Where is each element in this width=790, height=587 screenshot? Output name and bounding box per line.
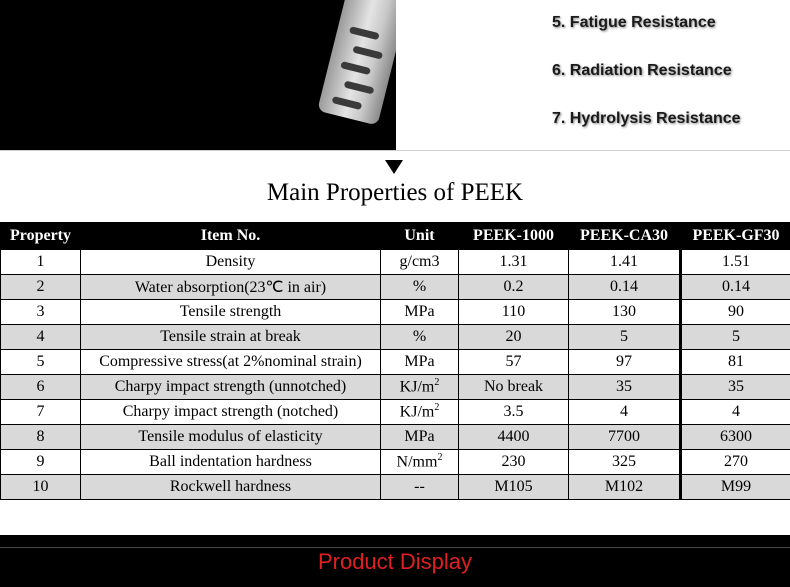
feature-item: 5. Fatigue Resistance [552,14,716,31]
table-row [1,250,790,275]
column-header: Property [1,223,81,250]
table-cell: % [381,275,459,300]
table-cell: 97 [569,350,681,375]
table-cell: 2 [1,275,81,300]
table-row [1,275,790,300]
table-cell: 81 [681,350,790,375]
table-cell: 1 [1,250,81,275]
product-photo [0,0,396,150]
section-title: Main Properties of PEEK [266,179,524,206]
table-cell: 0.14 [681,275,790,300]
table-cell: 57 [459,350,569,375]
table-cell: M105 [459,475,569,500]
table-row [1,375,790,400]
column-header: PEEK-CA30 [569,223,681,250]
table-cell: 0.2 [459,275,569,300]
table-cell: 6300 [681,425,790,450]
table-cell: Tensile strength [81,300,381,325]
table-cell: 3 [1,300,81,325]
feature-item: 7. Hydrolysis Resistance [552,110,741,127]
table-row [1,475,790,500]
table-cell: 110 [459,300,569,325]
table-cell: 4 [1,325,81,350]
table-row [1,400,790,425]
table-cell: 270 [681,450,790,475]
table-cell: 1.41 [569,250,681,275]
table-cell: 325 [569,450,681,475]
table-cell: 8 [1,425,81,450]
table-cell: 4400 [459,425,569,450]
table-cell: 1.31 [459,250,569,275]
table-body [1,250,790,500]
table-cell: Charpy impact strength (notched) [81,400,381,425]
table-cell: Rockwell hardness [81,475,381,500]
table-row [1,425,790,450]
table-cell: 7 [1,400,81,425]
table-cell: 230 [459,450,569,475]
table-cell: % [381,325,459,350]
table-cell: Ball indentation hardness [81,450,381,475]
table-cell: Water absorption(23℃ in air) [81,275,381,300]
properties-table [0,222,790,500]
table-cell: 5 [681,325,790,350]
table-cell: 5 [569,325,681,350]
column-header: Unit [381,223,459,250]
table-cell: MPa [381,300,459,325]
feature-banner [0,0,790,150]
table-cell: Tensile strain at break [81,325,381,350]
table-cell: 1.51 [681,250,790,275]
column-header: PEEK-GF30 [681,223,790,250]
product-display-banner [0,535,790,587]
feature-list [552,10,741,154]
table-cell: 5 [1,350,81,375]
table-cell: $N/mm^2$ [381,450,459,475]
table-cell: M99 [681,475,790,500]
table-cell: M102 [569,475,681,500]
column-header: Item No. [81,223,381,250]
down-triangle-icon [385,160,403,174]
table-cell: 4 [681,400,790,425]
table-cell: 4 [569,400,681,425]
table-cell: 3.5 [459,400,569,425]
table-cell: 35 [569,375,681,400]
table-header-row [1,223,790,250]
table-row [1,325,790,350]
table-cell: 0.14 [569,275,681,300]
table-cell: 10 [1,475,81,500]
table-cell: 90 [681,300,790,325]
table-cell: -- [381,475,459,500]
table-cell: Compressive stress(at 2%nominal strain) [81,350,381,375]
table-cell: 130 [569,300,681,325]
banner-title: Product Display [317,549,473,574]
table-cell: Tensile modulus of elasticity [81,425,381,450]
table-cell: g/cm3 [381,250,459,275]
table-row [1,450,790,475]
table-cell: 7700 [569,425,681,450]
table-row [1,300,790,325]
peek-rod-image [317,0,396,126]
table-row [1,350,790,375]
table-cell: MPa [381,350,459,375]
table-cell: Density [81,250,381,275]
table-cell: No break [459,375,569,400]
feature-item: 6. Radiation Resistance [552,62,732,79]
table-cell: 35 [681,375,790,400]
table-cell: 6 [1,375,81,400]
table-cell: $KJ/m^2$ [381,375,459,400]
column-header: PEEK-1000 [459,223,569,250]
table-cell: 9 [1,450,81,475]
table-cell: $KJ/m^2$ [381,400,459,425]
divider [0,150,790,151]
table-cell: 20 [459,325,569,350]
table-cell: MPa [381,425,459,450]
table-cell: Charpy impact strength (unnotched) [81,375,381,400]
